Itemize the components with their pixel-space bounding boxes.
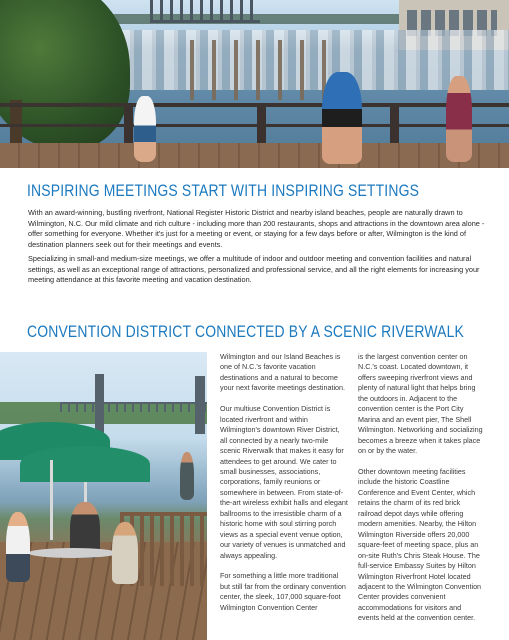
woman-walking bbox=[446, 76, 472, 162]
body-paragraph: is the largest convention center on N.C.'s coast. Located downtown, it offers sweeping riverfront views and plenty of natural light that helps bring the outdoors in. Adjacent to the convention center is the Port City Marina and an event pier, The Shell Wilmington. Networking and socializing becomes a breeze when it takes place on or by the water. bbox=[358, 352, 483, 456]
diner bbox=[6, 512, 30, 582]
umbrella-pole bbox=[50, 460, 53, 540]
bridge bbox=[150, 0, 260, 23]
intro-paragraph-2: Specializing in small-and medium-size meetings, we offer a multitude of indoor and outdoor meeting and convention facilities and natural settings, as well as an exceptional range of attractions, personalized and professional service, and all the right elements for increasing your meeting attendance at this favorite meeting and vacation destination. bbox=[28, 254, 480, 285]
text-column-right bbox=[358, 352, 484, 634]
dining-table bbox=[28, 548, 118, 558]
boardwalk bbox=[0, 143, 509, 168]
diner bbox=[112, 522, 138, 584]
section-heading-inspiring: INSPIRING MEETINGS START WITH INSPIRING SETTINGS bbox=[27, 181, 420, 200]
dining-photo bbox=[0, 352, 207, 640]
walker bbox=[134, 96, 156, 162]
bridge-span bbox=[60, 402, 207, 412]
body-paragraph: Wilmington and our Island Beaches is one of N.C.'s favorite vacation destinations and a natural to become your next favorite meetings destination. bbox=[220, 352, 346, 393]
section-heading-convention: CONVENTION DISTRICT CONNECTED BY A SCENIC RIVERWALK bbox=[27, 322, 464, 341]
hero-photo bbox=[0, 0, 509, 168]
body-paragraph: Other downtown meeting facilities include the historic Coastline Conference and Event Center, which retains the charm of its red brick railroad depot days while offering modern amenities. Nearby, the Hilton Wilmington Riverside offers 20,000 square-feet of meeting space, plus an on-site Ruth's Chris Steak House. The full-service Embassy Suites by Hilton Wilmington Riverfront Hotel located adjacent to the Wilmington Convention Center provides convenient accommodations for visitors and events held at the convention center. bbox=[358, 466, 482, 623]
body-paragraph: Our multiuse Convention District is located riverfront and within Wilmington's downtown River District, all connected by a nearly two-mile scenic Riverwalk that makes it easy for attendees to get around. We cater to small businesses, associations, corporations, family reunions or somewhere in between. From state-of-the-art wireless exhibit halls and elegant ballrooms to the irresistible charm of a historic home with soul stirring porch views as a special event venue option, our variety of venues is unmatched and always appealing. bbox=[220, 404, 348, 560]
pier-pilings bbox=[190, 40, 340, 100]
text-column-left bbox=[220, 352, 348, 624]
umbrella bbox=[20, 446, 150, 482]
railing-bar bbox=[0, 124, 509, 127]
intro-paragraph-1: With an award-winning, bustling riverfront, National Register Historic District and nearby island beaches, people are naturally drawn to Wilmington, N.C. Our mild climate and rich culture - including more than 200 restaurants, shops and attractions in the downtown area alone - offer something for everyone. Whether it's just for a meeting or event, or staying for a few days before or after, Wilmington is the kind of destination planners seek out for their meetings and events. bbox=[28, 208, 485, 249]
person-standing bbox=[180, 452, 194, 500]
body-paragraph: For something a little more traditional but still far from the ordinary convention center, the sleek, 107,000 square-foot Wilmington Convention Center bbox=[220, 571, 346, 612]
runner bbox=[322, 72, 362, 164]
